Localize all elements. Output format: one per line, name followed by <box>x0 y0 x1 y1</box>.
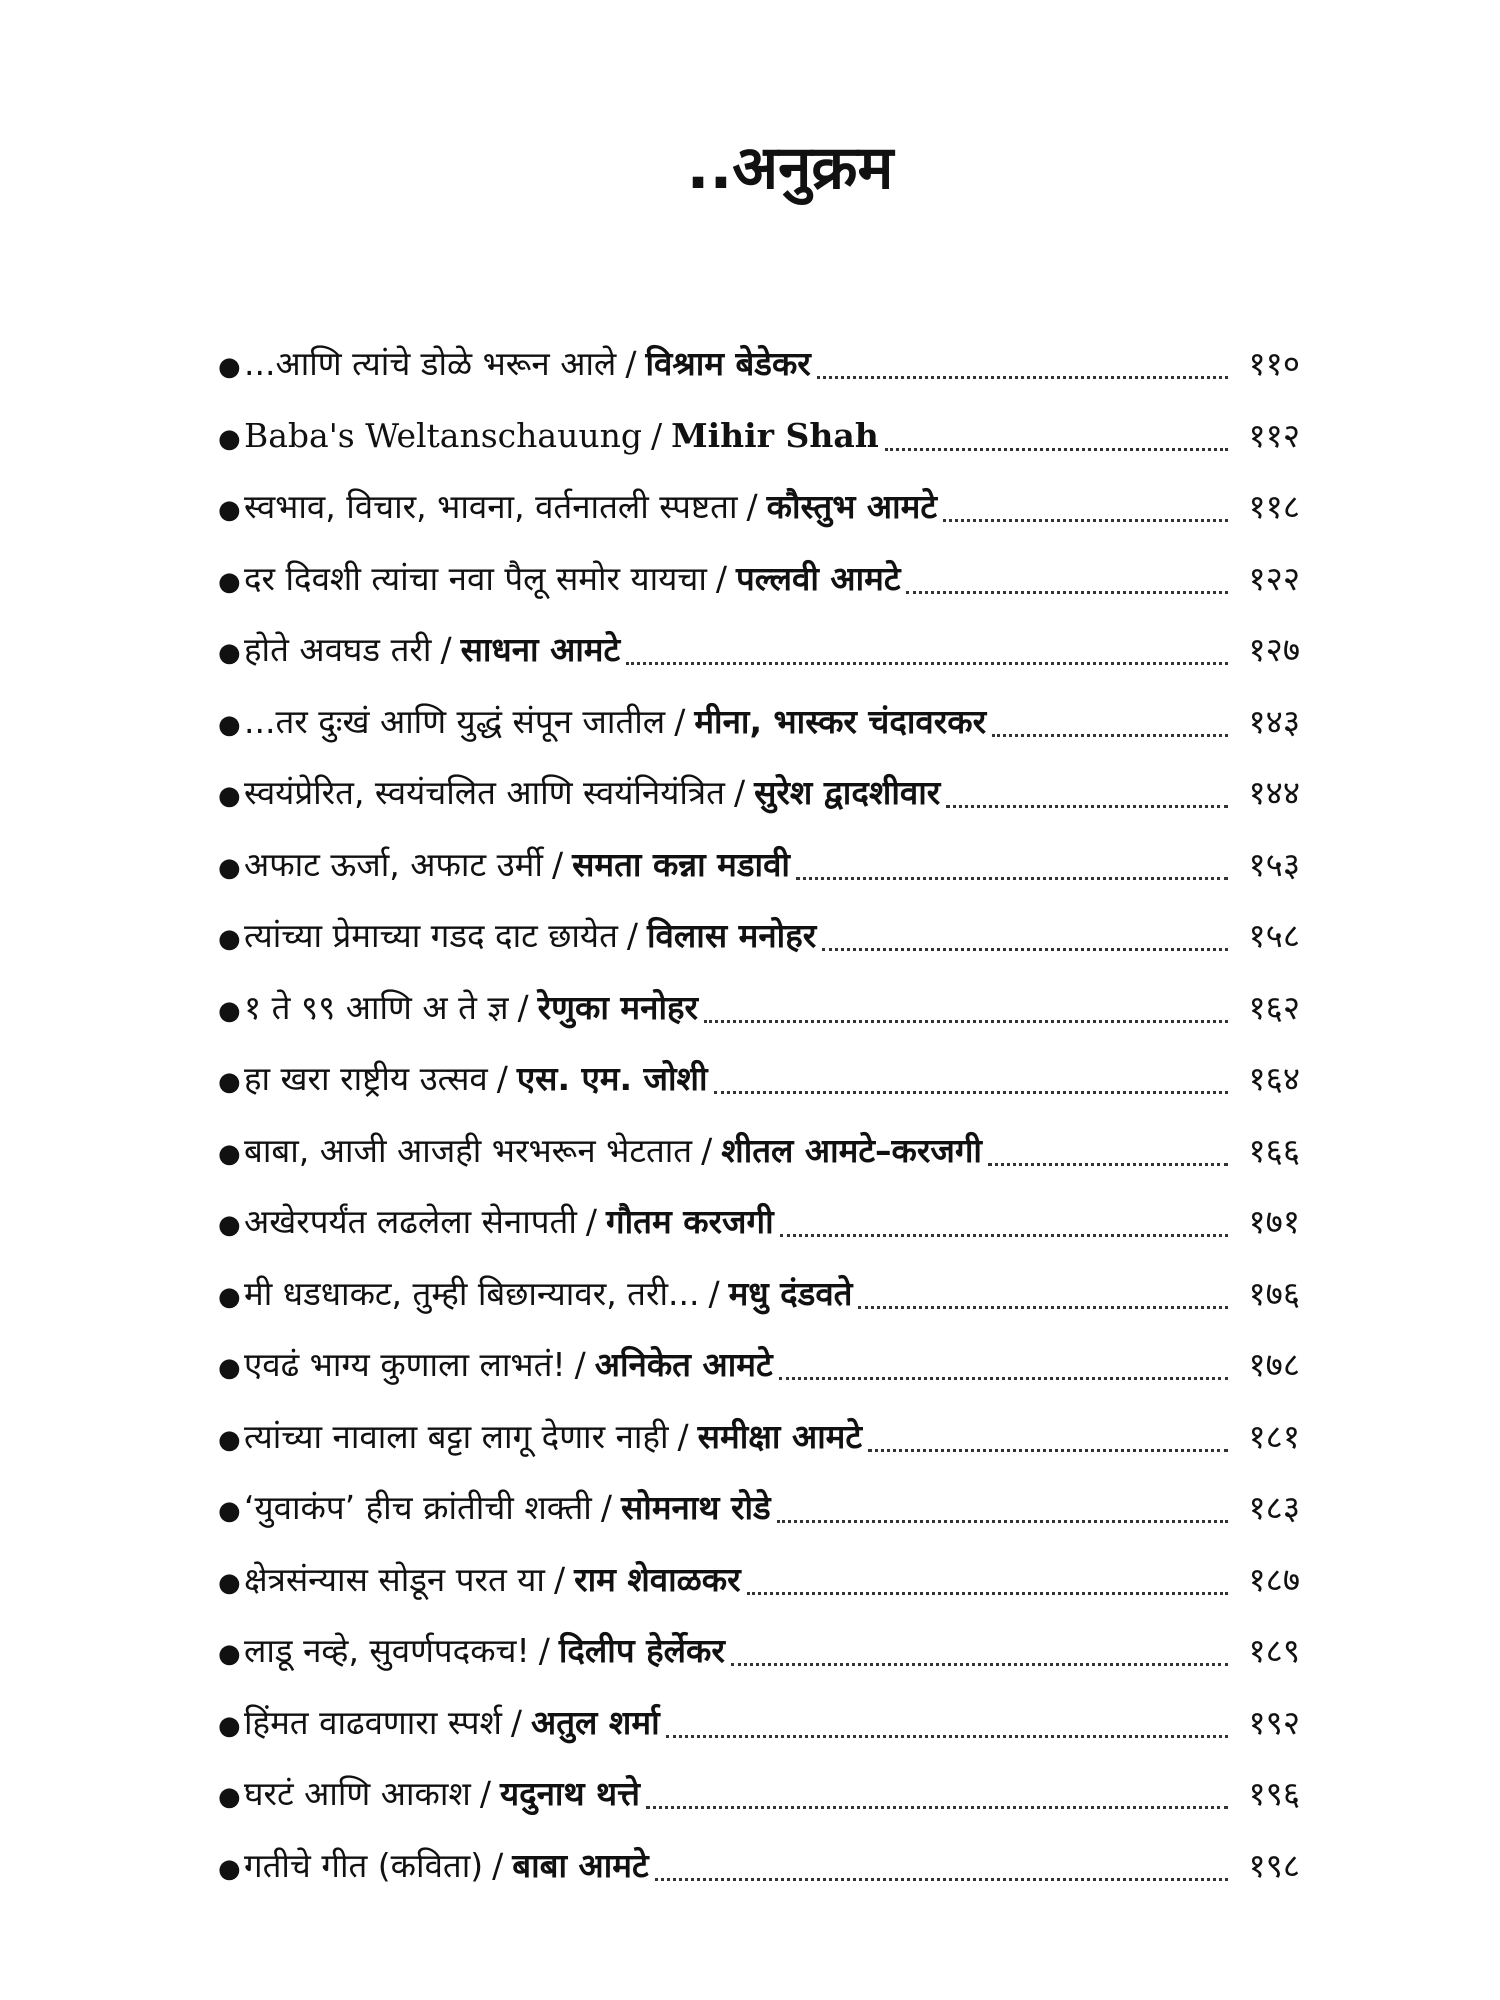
entry-separator: / <box>733 773 746 812</box>
entry-page-number: १७६ <box>1248 1273 1300 1313</box>
entry-title: अफाट ऊर्जा, अफाट उर्मी <box>244 844 543 884</box>
entry-separator: / <box>510 1702 523 1742</box>
toc-entry <box>218 972 1300 1044</box>
bullet-icon: ● <box>218 995 241 1026</box>
entry-separator: / <box>677 1416 689 1456</box>
entry-separator: / <box>650 415 663 455</box>
entry-title: हा खरा राष्ट्रीय उत्सव <box>244 1059 488 1098</box>
entry-separator: / <box>538 1631 550 1670</box>
toc-entry <box>218 900 1300 972</box>
dot-leader <box>655 1878 1228 1881</box>
page-title: ..अनुक्रम <box>686 133 894 203</box>
bullet-icon: ● <box>218 1496 241 1526</box>
dot-leader <box>858 1306 1228 1309</box>
entry-page-number: १२२ <box>1248 558 1300 598</box>
entry-page-number: १६४ <box>1248 1059 1300 1098</box>
entry-separator: / <box>440 630 452 669</box>
bullet-icon: ● <box>218 781 241 811</box>
entry-separator: / <box>715 558 727 598</box>
entry-page-number: १७१ <box>1248 1202 1300 1241</box>
toc-entry <box>218 1115 1300 1187</box>
entry-author: राम शेवाळकर <box>574 1559 741 1599</box>
bullet-icon: ● <box>218 1138 241 1169</box>
toc-entry <box>218 614 1300 686</box>
dot-leader <box>868 1449 1228 1452</box>
toc-entry <box>218 1615 1300 1687</box>
dot-leader <box>704 1020 1228 1023</box>
table-of-contents <box>218 328 1300 1901</box>
entry-title: १ ते ९९ आणि अ ते ज्ञ <box>244 987 509 1027</box>
dot-leader <box>777 1520 1228 1523</box>
dot-leader <box>817 376 1228 379</box>
entry-author: मीना, भास्कर चंदावरकर <box>694 701 987 741</box>
entry-page-number: ११८ <box>1248 487 1300 526</box>
entry-separator: / <box>479 1774 491 1813</box>
entry-author: अतुल शर्मा <box>531 1702 660 1742</box>
bullet-icon: ● <box>218 709 241 740</box>
entry-title: ...तर दुःखं आणि युद्धं संपून जातील <box>244 701 666 741</box>
dot-leader <box>992 734 1228 737</box>
dot-leader <box>646 1806 1228 1809</box>
entry-separator: / <box>708 1273 720 1313</box>
entry-title: होते अवघड तरी <box>244 630 432 669</box>
entry-separator: / <box>625 344 637 383</box>
toc-entry <box>218 543 1300 615</box>
entry-author: सोमनाथ रोडे <box>620 1488 771 1527</box>
bullet-icon: ● <box>218 924 241 954</box>
dot-leader <box>822 948 1228 951</box>
entry-title: ...आणि त्यांचे डोळे भरून आले <box>244 344 617 383</box>
bullet-icon: ● <box>218 638 241 668</box>
toc-entry <box>218 471 1300 543</box>
toc-entry <box>218 1258 1300 1330</box>
entry-author: Mihir Shah <box>671 415 879 455</box>
entry-page-number: १४३ <box>1248 701 1300 741</box>
bullet-icon: ● <box>218 1210 241 1240</box>
entry-page-number: १८७ <box>1248 1559 1300 1599</box>
entry-title: गतीचे गीत (कविता) <box>244 1845 484 1885</box>
toc-entry <box>218 1830 1300 1902</box>
entry-page-number: १५८ <box>1248 916 1300 955</box>
entry-author: शीतल आमटे–करजगी <box>721 1130 982 1170</box>
entry-author: बाबा आमटे <box>512 1845 649 1885</box>
dot-leader <box>780 1234 1228 1237</box>
entry-title: लाडू नव्हे, सुवर्णपदकच! <box>244 1631 530 1670</box>
dot-leader <box>626 662 1228 665</box>
dot-leader <box>779 1377 1228 1380</box>
bullet-icon: ● <box>218 495 241 525</box>
entry-author: मधु दंडवते <box>728 1273 853 1313</box>
entry-separator: / <box>746 487 758 526</box>
entry-title: त्यांच्या नावाला बट्टा लागू देणार नाही <box>244 1416 669 1456</box>
dot-leader <box>885 448 1228 451</box>
toc-entry <box>218 1329 1300 1401</box>
entry-separator: / <box>574 1345 586 1384</box>
entry-page-number: १६२ <box>1248 987 1300 1027</box>
toc-entry <box>218 1687 1300 1759</box>
entry-separator: / <box>492 1845 504 1885</box>
toc-entry <box>218 1186 1300 1258</box>
bullet-icon: ● <box>218 1067 241 1097</box>
entry-page-number: १४४ <box>1248 773 1300 812</box>
entry-separator: / <box>600 1488 612 1527</box>
entry-page-number: १२७ <box>1248 630 1300 669</box>
entry-title: घरटं आणि आकाश <box>244 1774 471 1813</box>
toc-entry <box>218 1758 1300 1830</box>
dot-leader <box>666 1735 1228 1738</box>
entry-author: अनिकेत आमटे <box>594 1345 773 1384</box>
toc-entry <box>218 328 1300 400</box>
dot-leader <box>731 1663 1228 1666</box>
entry-page-number: १८३ <box>1248 1488 1300 1527</box>
entry-separator: / <box>517 987 529 1027</box>
entry-author: समीक्षा आमटे <box>697 1416 863 1456</box>
dot-leader <box>906 591 1228 594</box>
entry-title: एवढं भाग्य कुणाला लाभतं! <box>244 1345 566 1384</box>
entry-page-number: ११० <box>1248 344 1300 383</box>
entry-title: अखेरपर्यंत लढलेला सेनापती <box>244 1202 577 1241</box>
dot-leader <box>796 877 1228 880</box>
entry-author: साधना आमटे <box>460 630 621 669</box>
bullet-icon: ● <box>218 423 241 454</box>
entry-author: दिलीप हेर्लेकर <box>558 1631 725 1670</box>
toc-entry <box>218 400 1300 472</box>
entry-author: एस. एम. जोशी <box>516 1059 708 1098</box>
entry-title: क्षेत्रसंन्यास सोडून परत या <box>244 1559 545 1599</box>
entry-separator: / <box>626 916 638 955</box>
entry-title: स्वयंप्रेरित, स्वयंचलित आणि स्वयंनियंत्रित <box>244 773 725 812</box>
entry-title: स्वभाव, विचार, भावना, वर्तनातली स्पष्टता <box>244 487 738 526</box>
toc-entry <box>218 686 1300 758</box>
entry-title: Baba's Weltanschauung <box>244 415 642 455</box>
bullet-icon: ● <box>218 1353 241 1383</box>
toc-entry <box>218 829 1300 901</box>
bullet-icon: ● <box>218 1281 241 1312</box>
entry-title: मी धडधाकट, तुम्ही बिछान्यावर, तरी... <box>244 1273 700 1313</box>
bullet-icon: ● <box>218 1782 241 1812</box>
entry-author: गौतम करजगी <box>606 1202 774 1241</box>
entry-page-number: ११२ <box>1248 415 1300 455</box>
bullet-icon: ● <box>218 1853 241 1884</box>
entry-author: विश्राम बेडेकर <box>645 344 811 383</box>
bullet-icon: ● <box>218 1424 241 1455</box>
entry-author: यदुनाथ थत्ते <box>499 1774 640 1813</box>
entry-separator: / <box>585 1202 598 1241</box>
entry-author: रेणुका मनोहर <box>537 987 699 1027</box>
entry-title: त्यांच्या प्रेमाच्या गडद दाट छायेत <box>244 916 618 955</box>
entry-page-number: १९२ <box>1248 1702 1300 1742</box>
toc-entry <box>218 757 1300 829</box>
dot-leader <box>943 519 1228 522</box>
toc-entry <box>218 1401 1300 1473</box>
bullet-icon: ● <box>218 1639 241 1669</box>
toc-entry <box>218 1472 1300 1544</box>
entry-title: ‘युवाकंप’ हीच क्रांतीची शक्ती <box>244 1488 592 1527</box>
entry-page-number: १९८ <box>1248 1845 1300 1885</box>
entry-separator: / <box>496 1059 508 1098</box>
bullet-icon: ● <box>218 566 241 597</box>
dot-leader <box>988 1163 1228 1166</box>
dot-leader <box>747 1592 1228 1595</box>
bullet-icon: ● <box>218 352 241 382</box>
entry-author: सुरेश द्वादशीवार <box>754 773 941 812</box>
entry-separator: / <box>553 1559 566 1599</box>
entry-separator: / <box>674 701 686 741</box>
entry-page-number: १८९ <box>1248 1631 1300 1670</box>
entry-author: पल्लवी आमटे <box>736 558 901 598</box>
entry-separator: / <box>551 844 564 884</box>
bullet-icon: ● <box>218 852 241 883</box>
entry-title: बाबा, आजी आजही भरभरून भेटतात <box>244 1130 693 1170</box>
entry-author: समता कन्ना मडावी <box>572 844 790 884</box>
entry-page-number: १९६ <box>1248 1774 1300 1813</box>
dot-leader <box>946 805 1228 808</box>
bullet-icon: ● <box>218 1710 241 1741</box>
entry-author: विलास मनोहर <box>647 916 817 955</box>
entry-page-number: १६६ <box>1248 1130 1300 1170</box>
toc-entry <box>218 1544 1300 1616</box>
entry-author: कौस्तुभ आमटे <box>766 487 937 526</box>
entry-title: हिंमत वाढवणारा स्पर्श <box>244 1702 502 1742</box>
dot-leader <box>714 1091 1228 1094</box>
entry-page-number: १५३ <box>1248 844 1300 884</box>
entry-page-number: १७८ <box>1248 1345 1300 1384</box>
toc-entry <box>218 1043 1300 1115</box>
bullet-icon: ● <box>218 1567 241 1598</box>
entry-page-number: १८१ <box>1248 1416 1300 1456</box>
entry-separator: / <box>701 1130 713 1170</box>
entry-title: दर दिवशी त्यांचा नवा पैलू समोर यायचा <box>244 558 707 598</box>
